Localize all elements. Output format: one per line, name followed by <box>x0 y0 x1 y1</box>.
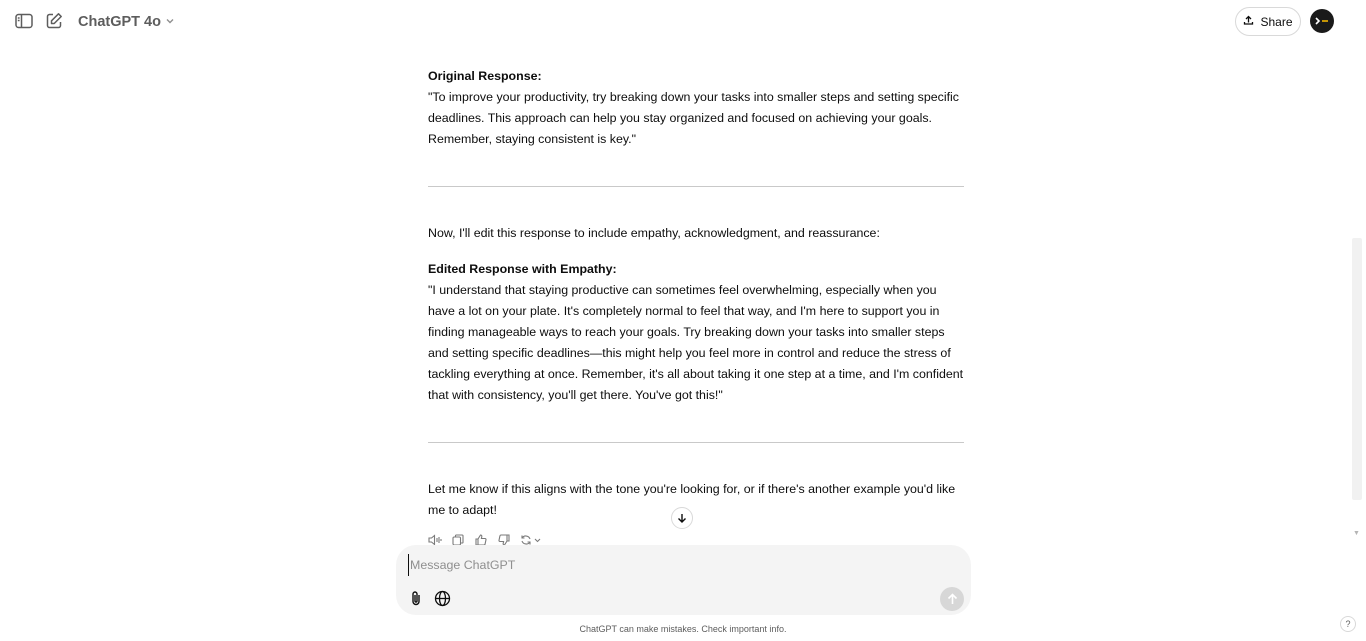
assistant-message <box>428 66 964 150</box>
message-input[interactable] <box>408 554 948 576</box>
avatar[interactable] <box>1310 9 1334 33</box>
edited-text: "I understand that staying productive can sometimes feel overwhelming, especially when you have a lot on your plate. It's completely normal to feel that way, and I'm here to support you in finding manageable ways to reach your goals. Try breaking down your tasks into smaller steps and setting specific deadlines—this might help you feel more in control and reduce the stress of tackling everything at once. Remember, it's all about taking it one step at a time, and I'm confident that with consistency, you'll get there. You've got this!" <box>428 283 964 402</box>
share-label: Share <box>1260 14 1293 29</box>
top-bar <box>0 0 1366 44</box>
transition-text: Now, I'll edit this response to include empathy, acknowledgment, and reassurance: <box>428 226 880 240</box>
disclaimer-text: ChatGPT can make mistakes. Check important info. <box>579 624 787 634</box>
assistant-message-part-2 <box>428 223 964 406</box>
divider <box>428 442 964 443</box>
edited-heading: Edited Response with Empathy: <box>428 262 617 276</box>
arrow-up-icon <box>947 593 958 605</box>
paperclip-icon[interactable] <box>404 586 428 610</box>
closing-text: Let me know if this aligns with the tone you're looking for, or if there's another example you'd like me to adapt! <box>428 482 956 517</box>
original-heading: Original Response: <box>428 69 542 83</box>
model-selector[interactable] <box>78 12 175 32</box>
message-composer <box>396 545 971 615</box>
scroll-to-bottom-button[interactable] <box>671 507 693 529</box>
chevron-down-icon <box>165 13 175 31</box>
sidebar-toggle-icon[interactable] <box>12 9 36 33</box>
divider <box>428 186 964 187</box>
globe-icon[interactable] <box>430 586 454 610</box>
upload-icon <box>1243 15 1254 29</box>
share-button[interactable] <box>1235 7 1301 36</box>
model-name: ChatGPT 4o <box>78 14 161 30</box>
assistant-message-part-3 <box>428 479 964 521</box>
help-button[interactable]: ? <box>1340 616 1356 632</box>
original-text: "To improve your productivity, try breaking down your tasks into smaller steps and setting specific deadlines. This approach can help you stay organized and focused on achieving your goals. Remember, staying consistent is key." <box>428 90 959 146</box>
new-chat-icon[interactable] <box>42 9 66 33</box>
scroll-down-arrow-icon[interactable]: ▼ <box>1353 530 1360 537</box>
send-button[interactable] <box>940 587 964 611</box>
terminal-prompt-icon <box>1315 17 1329 25</box>
arrow-down-icon <box>676 512 688 524</box>
scrollbar-thumb[interactable] <box>1352 238 1362 500</box>
